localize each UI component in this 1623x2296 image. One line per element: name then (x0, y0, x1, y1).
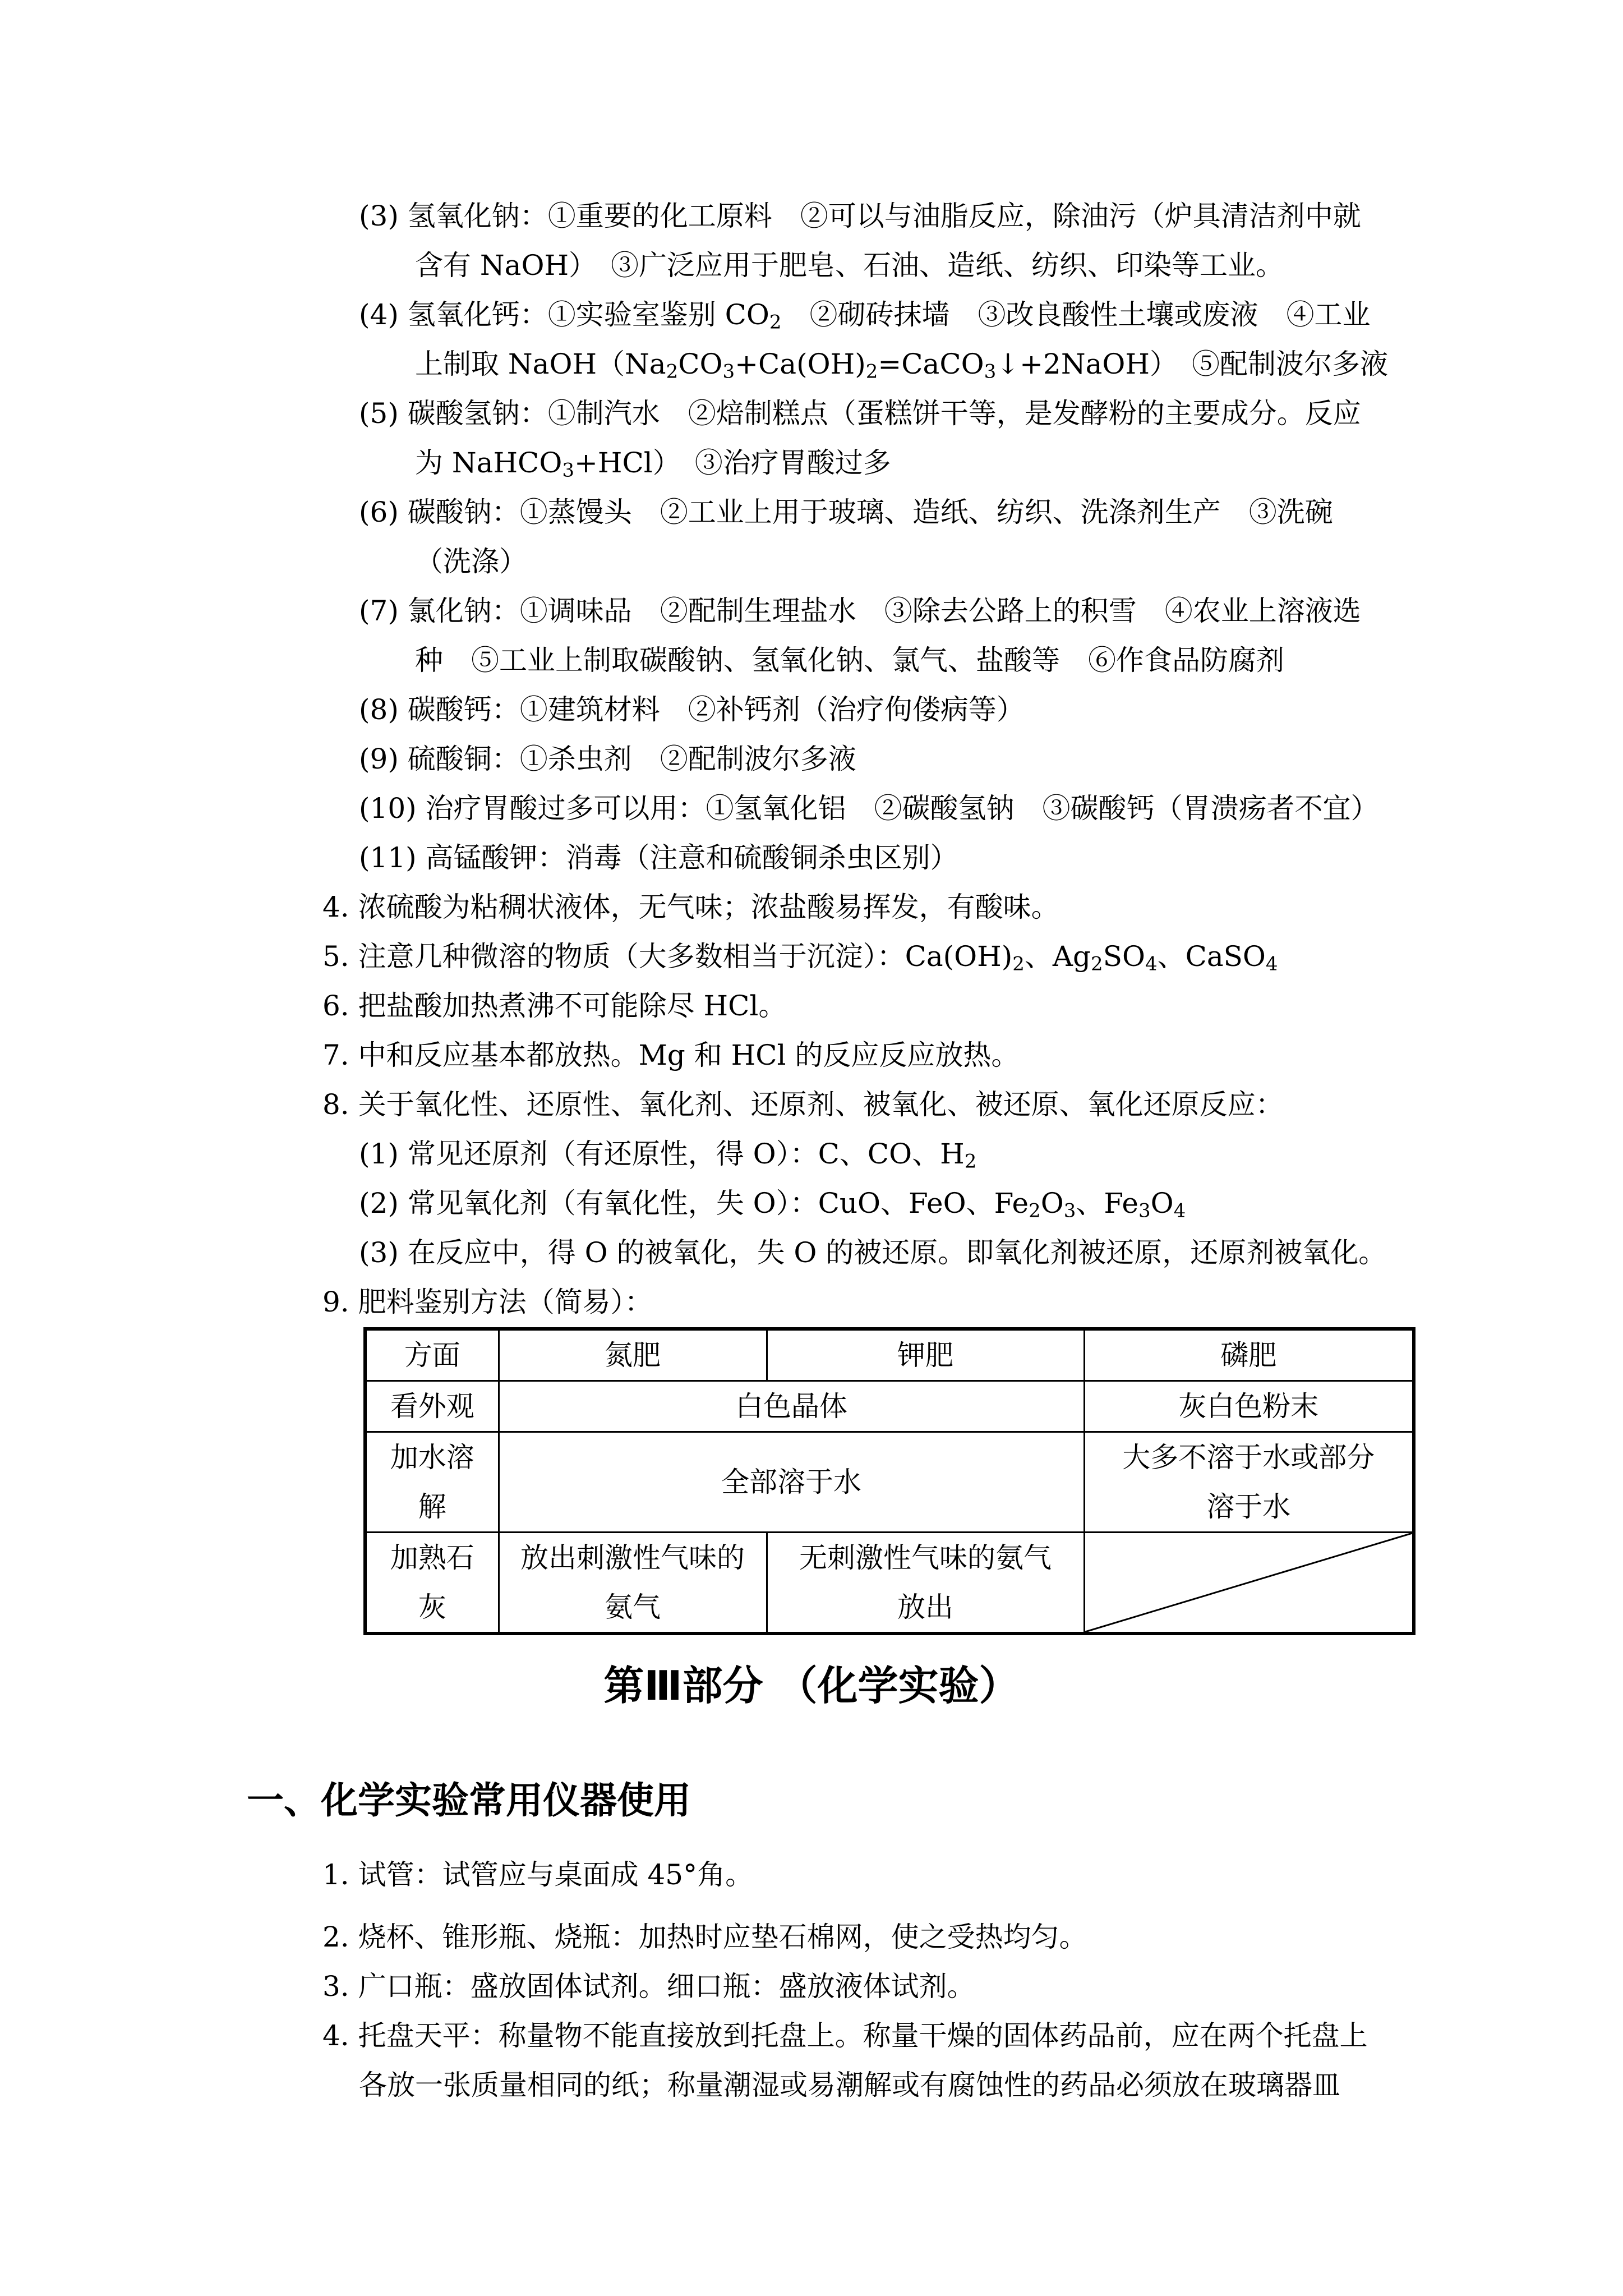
table-cell: 全部溶于水 (499, 1432, 1084, 1533)
item-3-line-1: (3) 氢氧化钠：①重要的化工原料 ②可以与油脂反应，除油污（炉具清洁剂中就 (359, 200, 1361, 232)
item-4-line-1: (4) 氢氧化钙：①实验室鉴别 $CO_2$ ②砌砖抹墙 ③改良酸性土壤或废液 ④工业 (359, 298, 1371, 334)
table-cell-diagonal (1084, 1533, 1414, 1634)
table-cell: 无刺激性气味的氨气 放出 (767, 1533, 1084, 1634)
point-5: 5. 注意几种微溶的物质（大多数相当于沉淀）：$Ca(OH)_2$、$Ag_2SO_4$、CaSO$_4$ (322, 940, 1278, 976)
item-4-line-2: 上制取 $NaOH(Na_2CO_3+Ca(OH)_2=CaCO_3↓+2NaOH)$ ⑤配制波尔多液 (415, 348, 1388, 383)
part-title: 第Ⅲ部分 （化学实验） (603, 1662, 1020, 1709)
instrument-2: 2. 烧杯、锥形瓶、烧瓶：加热时应垫石棉网，使之受热均匀。 (322, 1921, 1087, 1953)
table-cell-label: 加水溶 解 (365, 1432, 499, 1533)
point-6: 6. 把盐酸加热煮沸不可能除尽 HCl。 (322, 990, 787, 1022)
item-6-line-1: (6) 碳酸钠：①蒸馒头 ②工业上用于玻璃、造纸、纺织、洗涤剂生产 ③洗碗 (359, 496, 1333, 528)
point-8-sub-1: (1) 常见还原剂（有还原性，得 O）：C、CO、$H_2$ (359, 1138, 977, 1173)
point-4: 4. 浓硫酸为粘稠状液体，无气味；浓盐酸易挥发，有酸味。 (322, 891, 1059, 923)
table-cell: 白色晶体 (499, 1381, 1084, 1432)
instrument-1: 1. 试管：试管应与桌面成 45°角。 (322, 1858, 754, 1891)
item-7-line-2: 种 ⑤工业上制取碳酸钠、氢氧化钠、氯气、盐酸等 ⑥作食品防腐剂 (415, 644, 1284, 677)
table-cell-label: 加熟石 灰 (365, 1533, 499, 1634)
table-header-cell: 氮肥 (499, 1329, 767, 1381)
table-header-cell: 磷肥 (1084, 1329, 1414, 1381)
point-8: 8. 关于氧化性、还原性、氧化剂、还原剂、被氧化、被还原、氧化还原反应： (322, 1088, 1284, 1121)
table-cell: 大多不溶于水或部分 溶于水 (1084, 1432, 1414, 1533)
item-6-line-2: （洗涤） (415, 545, 527, 578)
table-header-row (365, 1329, 1414, 1381)
item-8: (8) 碳酸钙：①建筑材料 ②补钙剂（治疗佝偻病等） (359, 693, 1025, 726)
table-cell: 放出刺激性气味的 氨气 (499, 1533, 767, 1634)
point-8-sub-2: (2) 常见氧化剂（有氧化性，失 O）：CuO、FeO、$Fe_2O_3$、$Fe_3O_4$ (359, 1187, 1186, 1222)
table-header-cell: 钾肥 (767, 1329, 1084, 1381)
instrument-4-line-1: 4. 托盘天平：称量物不能直接放到托盘上。称量干燥的固体药品前，应在两个托盘上 (322, 2019, 1368, 2052)
section-title: 一、化学实验常用仪器使用 (247, 1779, 691, 1822)
table-header-cell: 方面 (365, 1329, 499, 1381)
item-5-line-1: (5) 碳酸氢钠：①制汽水 ②焙制糕点（蛋糕饼干等，是发酵粉的主要成分。反应 (359, 397, 1361, 430)
table-row (365, 1381, 1414, 1432)
point-8-sub-3: (3) 在反应中，得 O 的被氧化，失 O 的被还原。即氧化剂被还原，还原剂被氧化。 (359, 1236, 1387, 1269)
fertilizer-identification-table (363, 1327, 1415, 1635)
instrument-3: 3. 广口瓶：盛放固体试剂。细口瓶：盛放液体试剂。 (322, 1970, 975, 2003)
table-cell-label: 看外观 (365, 1381, 499, 1432)
item-10: (10) 治疗胃酸过多可以用：①氢氧化铝 ②碳酸氢钠 ③碳酸钙（胃溃疡者不宜） (359, 792, 1379, 825)
point-9: 9. 肥料鉴别方法（简易）： (322, 1286, 653, 1318)
item-7-line-1: (7) 氯化钠：①调味品 ②配制生理盐水 ③除去公路上的积雪 ④农业上溶液选 (359, 595, 1361, 627)
item-9: (9) 硫酸铜：①杀虫剂 ②配制波尔多液 (359, 743, 856, 775)
item-3-line-2: 含有 NaOH） ③广泛应用于肥皂、石油、造纸、纺织、印染等工业。 (415, 249, 1284, 282)
item-5-line-2: 为 NaHCO$_3$+HCl） ③治疗胃酸过多 (415, 447, 891, 482)
instrument-4-line-2: 各放一张质量相同的纸；称量潮湿或易潮解或有腐蚀性的药品必须放在玻璃器皿 (359, 2069, 1340, 2101)
table-row (365, 1432, 1414, 1533)
point-7: 7. 中和反应基本都放热。Mg 和 HCl 的反应反应放热。 (322, 1039, 1020, 1071)
table-cell: 灰白色粉末 (1084, 1381, 1414, 1432)
table-row (365, 1533, 1414, 1634)
diagonal-line (1085, 1533, 1413, 1632)
item-11: (11) 高锰酸钾：消毒（注意和硫酸铜杀虫区别） (359, 841, 958, 874)
